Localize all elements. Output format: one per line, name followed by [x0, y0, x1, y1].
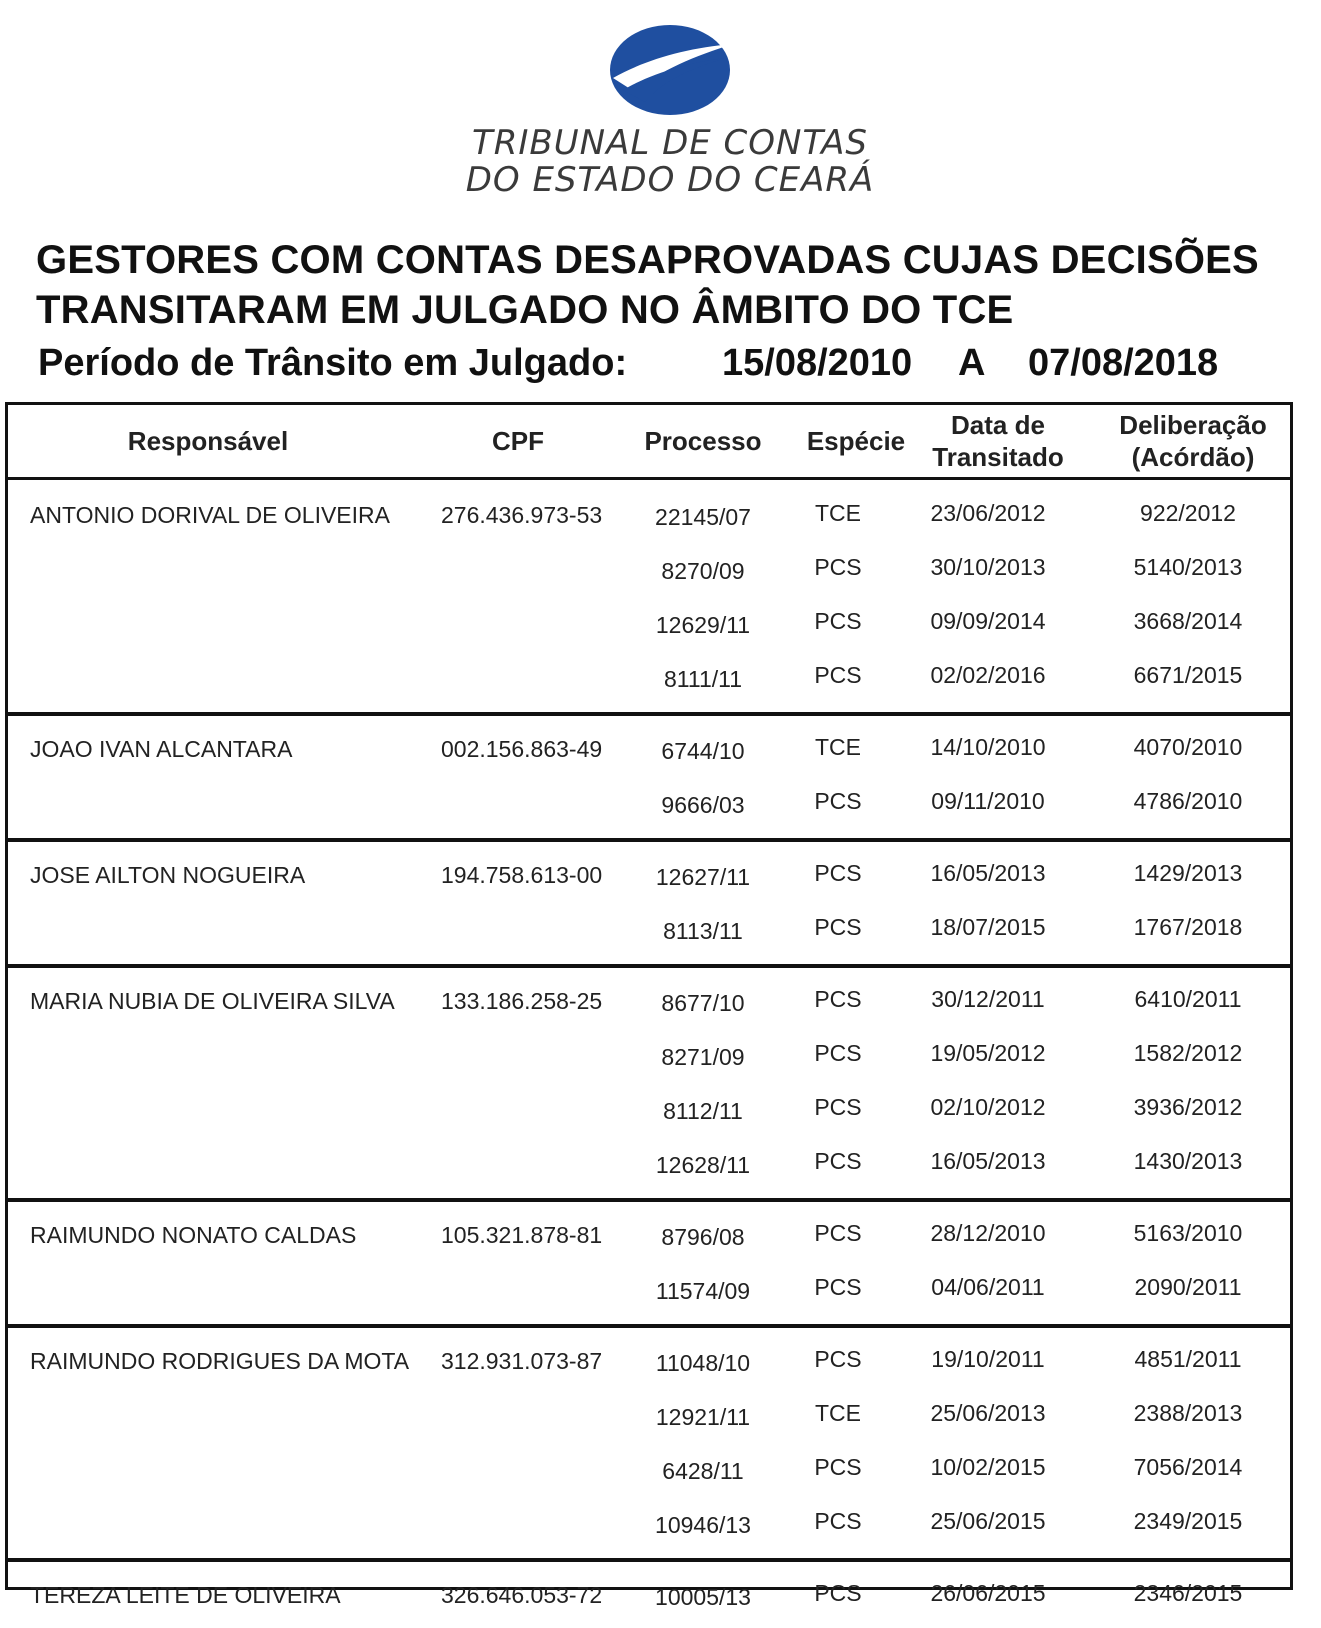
- especie-type: PCS: [814, 914, 862, 940]
- especie-type: PCS: [814, 1094, 862, 1120]
- deliberacao-acordao: 1582/2012: [1133, 1040, 1243, 1066]
- col-header-responsavel: Responsável: [127, 426, 289, 456]
- data-transitado: 04/06/2011: [931, 1274, 1045, 1300]
- responsavel-group: [8, 1560, 1290, 1628]
- data-transitado: 19/05/2012: [930, 1040, 1046, 1066]
- responsavel-group: [8, 840, 1290, 962]
- responsavel-group: [8, 714, 1290, 836]
- responsavel-cpf: 105.321.878-81: [441, 1222, 603, 1248]
- processo-number: 8271/09: [661, 1044, 745, 1070]
- data-transitado: 23/06/2012: [930, 500, 1046, 526]
- processo-number: 8112/11: [663, 1098, 743, 1124]
- col-header-data: Data de Transitado: [932, 410, 1064, 472]
- tce-emblem-icon: [605, 20, 735, 120]
- especie-type: PCS: [814, 986, 862, 1012]
- data-transitado: 25/06/2015: [930, 1508, 1046, 1534]
- deliberacao-acordao: 6410/2011: [1134, 986, 1242, 1012]
- tce-logo: [420, 10, 920, 210]
- especie-type: PCS: [814, 1346, 862, 1372]
- responsavel-name: ANTONIO DORIVAL DE OLIVEIRA: [30, 502, 390, 528]
- especie-type: PCS: [814, 662, 862, 688]
- logo-text-line2: DO ESTADO DO CEARÁ: [465, 160, 875, 200]
- deliberacao-acordao: 2090/2011: [1134, 1274, 1242, 1300]
- processo-number: 12627/11: [655, 864, 751, 890]
- processo-number: 12629/11: [655, 612, 751, 638]
- data-transitado: 10/02/2015: [930, 1454, 1046, 1480]
- deliberacao-acordao: 1430/2013: [1133, 1148, 1243, 1174]
- data-transitado: 09/11/2010: [931, 788, 1045, 814]
- data-transitado: 16/05/2013: [930, 860, 1046, 886]
- data-transitado: 02/10/2012: [930, 1094, 1046, 1120]
- processo-number: 6744/10: [661, 738, 745, 764]
- data-transitado: 14/10/2010: [930, 734, 1046, 760]
- period-from: 15/08/2010: [722, 342, 913, 384]
- data-transitado: 28/12/2010: [930, 1220, 1046, 1246]
- responsavel-group: [8, 1200, 1290, 1322]
- responsavel-name: RAIMUNDO RODRIGUES DA MOTA: [30, 1348, 410, 1374]
- especie-type: TCE: [815, 500, 861, 526]
- col-header-processo: Processo: [644, 426, 762, 456]
- responsavel-group: [8, 1326, 1290, 1556]
- deliberacao-acordao: 3936/2012: [1133, 1094, 1243, 1120]
- col-header-cpf: CPF: [492, 426, 544, 456]
- deliberacao-acordao: 4070/2010: [1133, 734, 1243, 760]
- deliberacao-acordao: 6671/2015: [1133, 662, 1243, 688]
- especie-type: PCS: [814, 1040, 862, 1066]
- deliberacao-acordao: 2388/2013: [1133, 1400, 1243, 1426]
- title-line1: GESTORES COM CONTAS DESAPROVADAS CUJAS DECISÕES: [36, 238, 1259, 282]
- responsavel-cpf: 194.758.613-00: [441, 862, 603, 888]
- responsavel-name: MARIA NUBIA DE OLIVEIRA SILVA: [30, 988, 395, 1014]
- logo-text-line1: TRIBUNAL DE CONTAS: [472, 123, 868, 163]
- especie-type: PCS: [814, 1454, 862, 1480]
- especie-type: PCS: [814, 608, 862, 634]
- especie-type: TCE: [815, 1400, 861, 1426]
- data-transitado: 30/10/2013: [930, 554, 1046, 580]
- deliberacao-acordao: 5140/2013: [1133, 554, 1243, 580]
- especie-type: PCS: [814, 860, 862, 886]
- especie-type: PCS: [814, 1274, 862, 1300]
- especie-type: PCS: [814, 1220, 862, 1246]
- deliberacao-acordao: 5163/2010: [1133, 1220, 1243, 1246]
- deliberacao-acordao: 7056/2014: [1133, 1454, 1243, 1480]
- data-transitado: 02/02/2016: [930, 662, 1046, 688]
- deliberacao-acordao: 3668/2014: [1133, 608, 1243, 634]
- responsavel-cpf: 002.156.863-49: [441, 736, 603, 762]
- processo-number: 6428/11: [662, 1458, 744, 1484]
- deliberacao-acordao: 4786/2010: [1133, 788, 1243, 814]
- col-header-deliberacao: Deliberação (Acórdão): [1119, 410, 1267, 472]
- processo-number: 12628/11: [655, 1152, 751, 1178]
- responsavel-group: [8, 480, 1290, 710]
- especie-type: PCS: [814, 1580, 862, 1606]
- responsavel-name: RAIMUNDO NONATO CALDAS: [30, 1222, 357, 1248]
- processo-number: 9666/03: [661, 792, 745, 818]
- responsavel-cpf: 326.646.053-72: [441, 1582, 603, 1608]
- deliberacao-acordao: 1767/2018: [1133, 914, 1243, 940]
- processo-number: 11574/09: [655, 1278, 751, 1304]
- responsavel-name: JOSE AILTON NOGUEIRA: [30, 862, 306, 888]
- responsavel-cpf: 312.931.073-87: [441, 1348, 603, 1374]
- responsavel-name: TEREZA LEITE DE OLIVEIRA: [30, 1582, 341, 1608]
- period-separator: A: [958, 342, 986, 384]
- title-line2: TRANSITARAM EM JULGADO NO ÂMBITO DO TCE: [36, 288, 1014, 332]
- especie-type: PCS: [814, 788, 862, 814]
- processo-number: 8113/11: [663, 918, 743, 944]
- especie-type: PCS: [814, 554, 862, 580]
- especie-type: PCS: [814, 1508, 862, 1534]
- data-transitado: 16/05/2013: [930, 1148, 1046, 1174]
- period-to: 07/08/2018: [1028, 342, 1219, 384]
- period-label: Período de Trânsito em Julgado:: [38, 342, 628, 384]
- data-transitado: 26/06/2015: [930, 1580, 1046, 1606]
- especie-type: PCS: [814, 1148, 862, 1174]
- gestores-table: [5, 402, 1293, 1610]
- deliberacao-acordao: 2349/2015: [1133, 1508, 1243, 1534]
- processo-number: 8677/10: [661, 990, 745, 1016]
- responsavel-group: [8, 966, 1290, 1196]
- data-transitado: 19/10/2011: [931, 1346, 1045, 1372]
- processo-number: 11048/10: [655, 1350, 751, 1376]
- data-transitado: 09/09/2014: [930, 608, 1046, 634]
- data-transitado: 30/12/2011: [931, 986, 1045, 1012]
- processo-number: 12921/11: [655, 1404, 751, 1430]
- processo-number: 8796/08: [661, 1224, 745, 1250]
- responsavel-cpf: 276.436.973-53: [441, 502, 603, 528]
- data-transitado: 18/07/2015: [930, 914, 1046, 940]
- col-header-especie: Espécie: [806, 426, 906, 456]
- especie-type: TCE: [815, 734, 861, 760]
- data-transitado: 25/06/2013: [930, 1400, 1046, 1426]
- deliberacao-acordao: 922/2012: [1140, 500, 1236, 526]
- processo-number: 8270/09: [661, 558, 745, 584]
- deliberacao-acordao: 2346/2015: [1133, 1580, 1243, 1606]
- responsavel-name: JOAO IVAN ALCANTARA: [30, 736, 293, 762]
- processo-number: 10005/13: [655, 1584, 751, 1610]
- deliberacao-acordao: 4851/2011: [1134, 1346, 1242, 1372]
- deliberacao-acordao: 1429/2013: [1133, 860, 1243, 886]
- processo-number: 22145/07: [655, 504, 751, 530]
- processo-number: 10946/13: [655, 1512, 751, 1538]
- responsavel-cpf: 133.186.258-25: [441, 988, 603, 1014]
- processo-number: 8111/11: [663, 666, 743, 692]
